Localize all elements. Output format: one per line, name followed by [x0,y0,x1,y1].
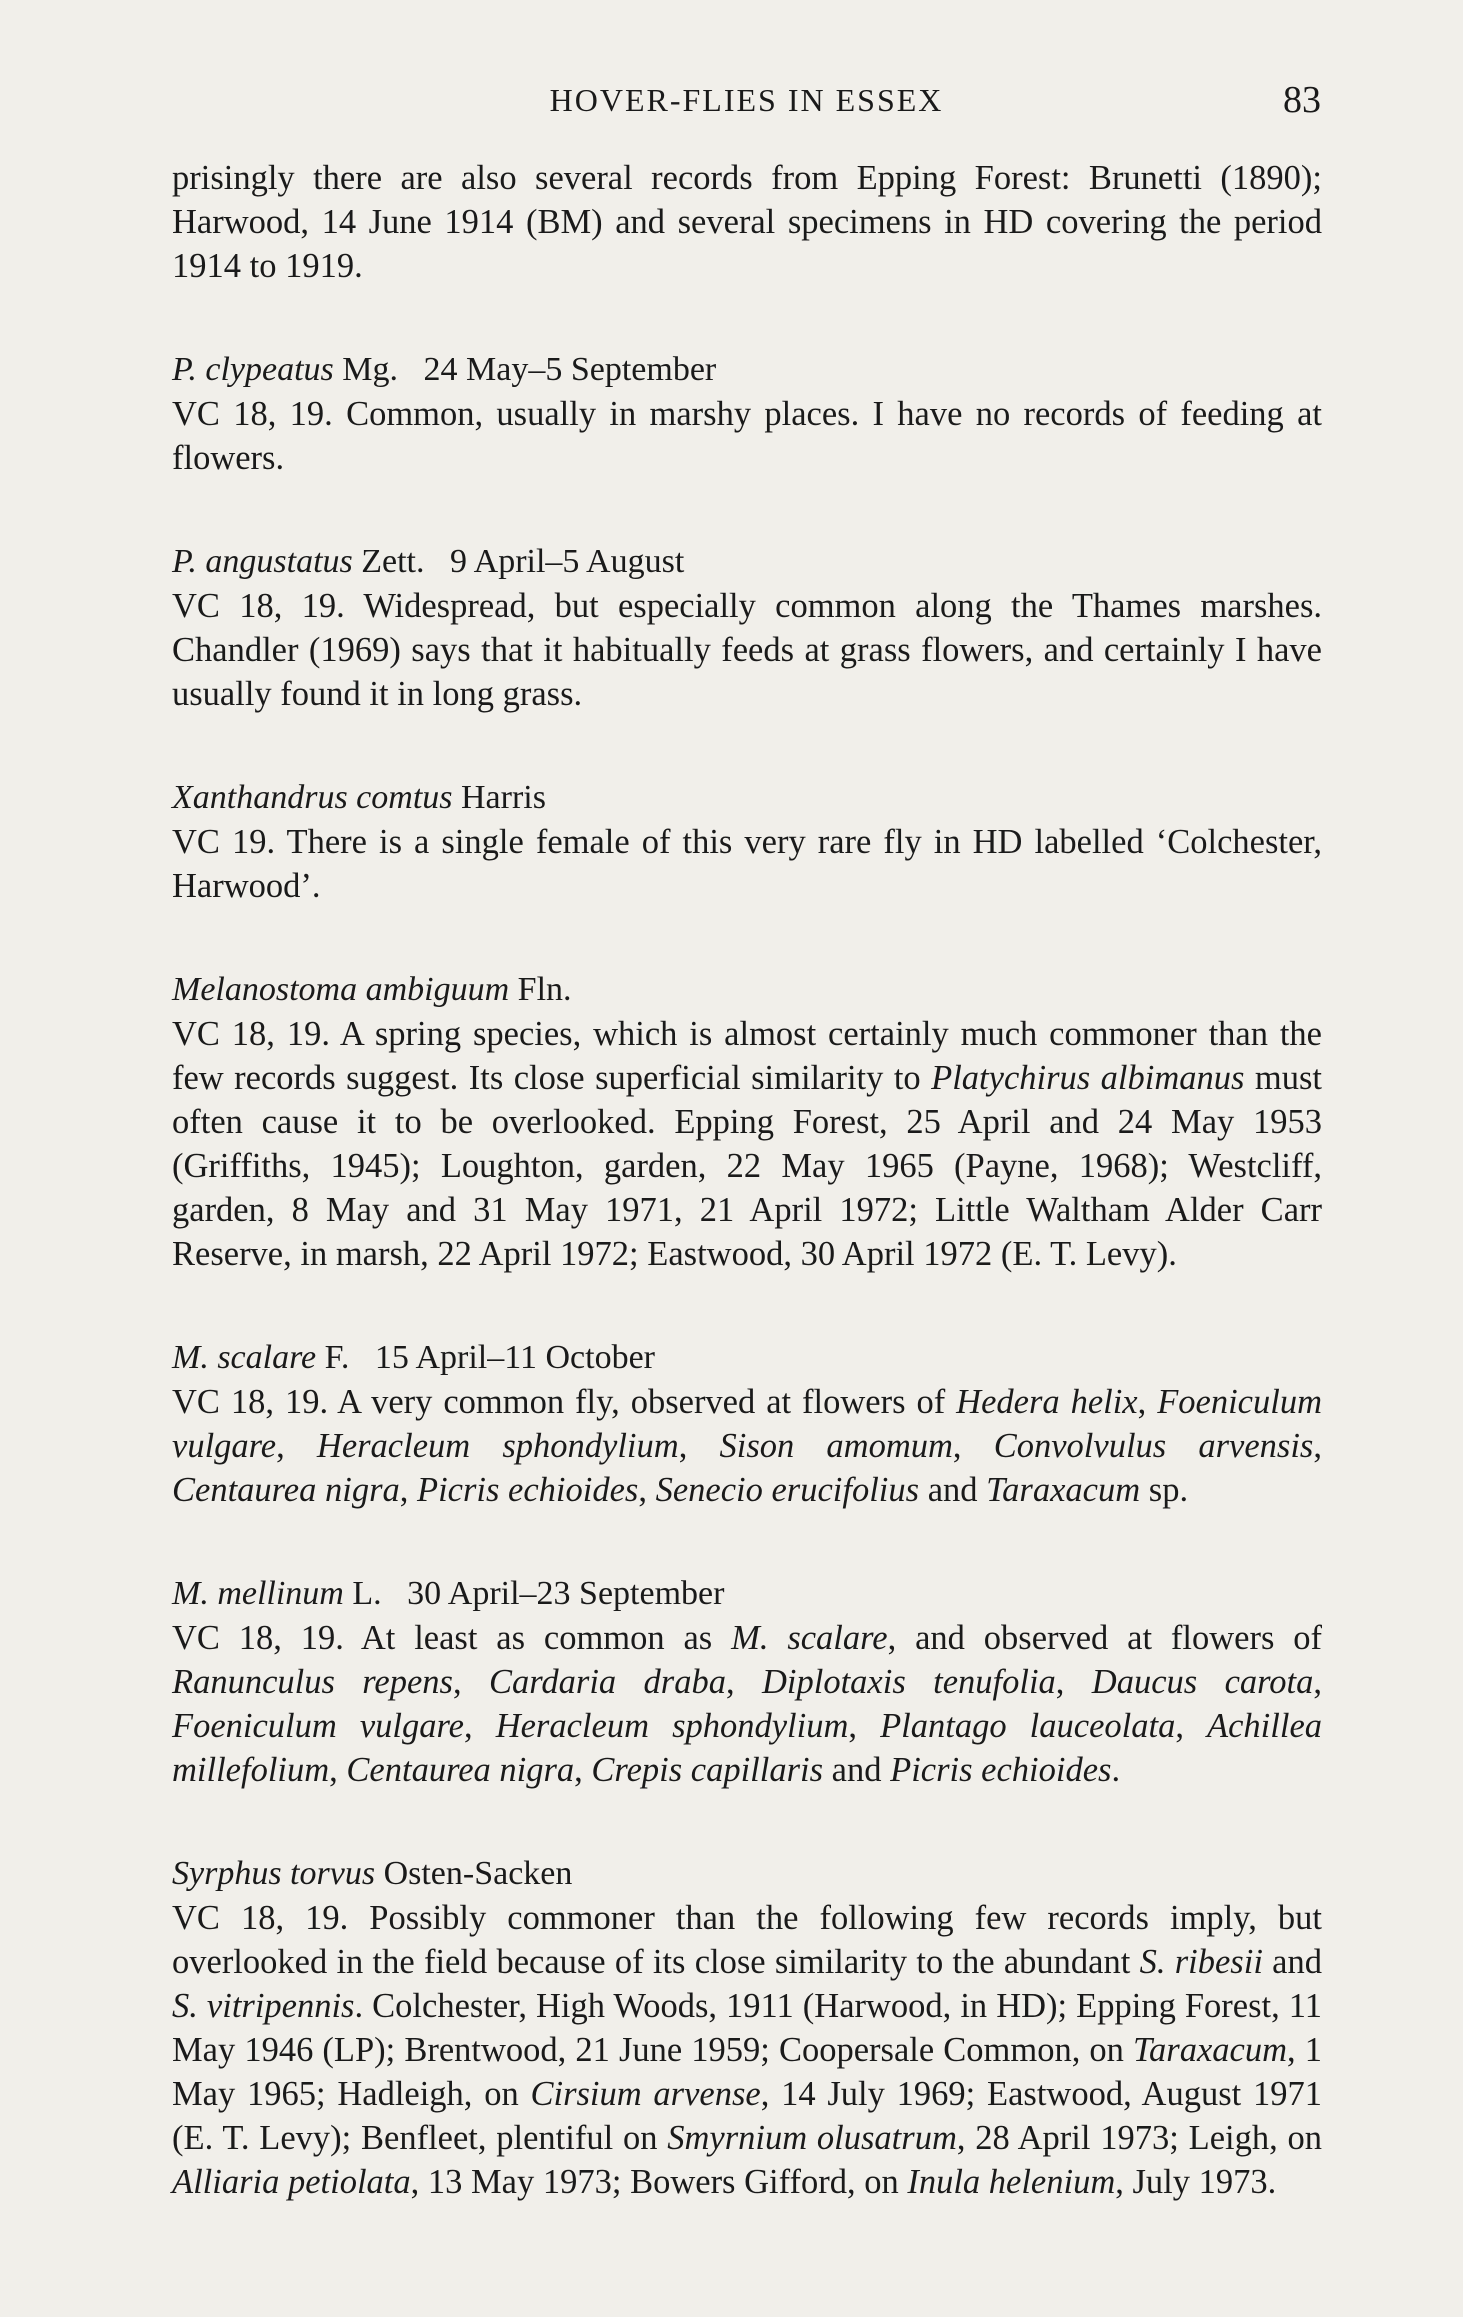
species-author: F. [324,1339,350,1376]
species-author: Harris [461,779,546,816]
species-entry [172,540,1322,716]
text-run: sp. [1140,1471,1189,1509]
plant-name: Smyrnium olusatrum [667,2119,957,2157]
species-heading [172,968,1322,1012]
species-heading [172,540,1322,584]
page-body [172,156,1322,2204]
plant-name: Picris echioides [417,1471,639,1509]
species-entry [172,776,1322,908]
plant-name: Heracleum sphondylium [316,1427,679,1465]
species-text: VC 18, 19. Widespread, but especially common along the Thames marshes. Chandler (1969) says that it habitually feeds at grass flowers, and certainly I have usually found it in long grass. [172,587,1322,713]
plant-name: Plantago lauceolata [880,1707,1176,1745]
plant-name: Hedera helix [956,1383,1138,1421]
text-run: , 28 April 1973; Leigh, on [956,2119,1322,2157]
plant-name: Picris echioides [890,1751,1112,1789]
species-text [172,1896,1322,2204]
species-author: Zett. [361,543,425,580]
text-run: VC 18, 19. Possibly commoner than the following few records imply, but overlooked in the field because of its close similarity to the abundant [172,1899,1322,1981]
text-run: . [1111,1751,1121,1789]
species-author: Mg. [342,351,399,388]
text-run: VC 18, 19. A very common fly, observed at flowers of [172,1383,957,1421]
plant-name: Centaurea nigra [346,1751,575,1789]
species-heading [172,348,1322,392]
text-run: , 1 May 1965; Hadleigh, on [172,2031,1322,2113]
plant-name: Inula helenium [907,2163,1116,2201]
text-run: and [1262,1943,1322,1981]
plant-name: Alliaria petiolata [172,2163,411,2201]
flight-period: 9 April–5 August [450,543,685,580]
plant-name: Foeniculum vulgare [172,1707,464,1745]
flight-period: 30 April–23 September [407,1575,725,1612]
taxon-name: S. ribesii [1139,1943,1263,1981]
species-heading [172,1336,1322,1380]
species-entry [172,1572,1322,1792]
taxon-name: S. vitripennis [172,1987,355,2025]
species-name: M. scalare [172,1339,317,1376]
species-text: VC 18, 19. A very common fly, observed at flowers of Hedera helix, Foeniculum vulgare, Heracleum sphondylium, Sison amomum, Convolvulus arvensis, Centaurea nigra, Picris echioides, Senecio erucifolius and Taraxacum sp. [172,1383,1322,1509]
species-name: P. angustatus [172,543,353,580]
plant-name: Crepis capillaris [591,1751,824,1789]
species-name: Melanostoma ambiguum [172,971,510,1008]
text-run: , July 1973. [1115,2163,1277,2201]
species-entry [172,1336,1322,1512]
text-run: VC 18, 19. A spring species, which is almost certainly much commoner than the few records suggest. Its close superficial similarity to [172,1015,1322,1097]
taxon-name: M. scalare [731,1619,888,1657]
species-name: P. clypeatus [172,351,334,388]
plant-name: Ranunculus repens [172,1663,453,1701]
page-number: 83 [1283,79,1321,121]
plant-name: Taraxacum [986,1471,1141,1509]
species-author: Fln. [517,971,572,1008]
plant-name: Daucus carota [1091,1663,1314,1701]
species-entry [172,348,1322,480]
species-heading [172,1572,1322,1616]
flight-period: 15 April–11 October [374,1339,655,1376]
species-author: L. [352,1575,382,1612]
plant-name: Cardaria draba [489,1663,726,1701]
species-name: Xanthandrus comtus [172,779,453,816]
text-run: VC 18, 19. At least as common as [172,1619,732,1657]
running-head: HOVER-FLIES IN ESSEX [549,82,944,118]
text-run: , 14 July 1969; Eastwood, August 1971 (E. T. Levy); Benfleet, plentiful on [172,2075,1322,2157]
plant-name: Centaurea nigra [172,1471,400,1509]
text-run: , 13 May 1973; Bowers Gifford, on [410,2163,908,2201]
species-author: Osten-Sacken [383,1855,573,1892]
species-text: VC 18, 19. At least as common as M. scalare, and observed at flowers of Ranunculus repens, Cardaria draba, Diplotaxis tenufolia, Daucus carota, Foeniculum vulgare, Heracleum sphondylium, Plantago lauceolata, Achillea millefolium, Centaurea nigra, Crepis capillaris and Picris echioides. [172,1619,1323,1789]
species-text: VC 18, 19. Common, usually in marshy places. I have no records of feeding at flowers. [172,395,1322,477]
plant-name: Convolvulus arvensis [993,1427,1314,1465]
text-run: . Colchester, High Woods, 1911 (Harwood, in HD); Epping Forest, 11 May 1946 (LP); Brentwood, 21 June 1959; Coopersale Common, on [172,1987,1323,2069]
species-text [172,1012,1322,1276]
plant-name: Heracleum sphondylium [495,1707,849,1745]
species-entry [172,1852,1322,2204]
species-text: VC 19. There is a single female of this very rare fly in HD labelled ‘Colchester, Harwood’. [172,823,1322,905]
plant-name: Foeniculum vulgare [172,1383,1322,1465]
plant-name: Cirsium arvense [530,2075,761,2113]
species-heading [172,776,1322,820]
plant-name: Taraxacum [1133,2031,1288,2069]
intro-paragraph: prisingly there are also several records from Epping Forest: Brunetti (1890); Harwood, 14 June 1914 (BM) and several specimens in HD covering the period 1914 to 1919. [172,159,1322,285]
flight-period: 24 May–5 September [423,351,717,388]
text-run: must often cause it to be overlooked. Epping Forest, 25 April and 24 May 1953 (Griffiths, 1945); Loughton, garden, 22 May 1965 (Payne, 1968); Westcliff, garden, 8 May and 31 May 1971, 21 April 1972; Little Waltham Alder Carr Reserve, in marsh, 22 April 1972; Eastwood, 30 April 1972 (E. T. Levy). [172,1059,1322,1273]
taxon-name: Platychirus albimanus [931,1059,1245,1097]
species-heading [172,1852,1322,1896]
plant-name: Achillea millefolium [172,1707,1323,1789]
species-name: Syrphus torvus [172,1855,376,1892]
page-header [172,78,1321,128]
plant-name: Diplotaxis tenufolia [762,1663,1056,1701]
plant-name: Sison amomum [719,1427,953,1465]
text-run: , and observed at flowers of [887,1619,1322,1657]
species-entry [172,968,1322,1276]
species-name: M. mellinum [172,1575,344,1612]
plant-name: Senecio erucifolius [655,1471,920,1509]
